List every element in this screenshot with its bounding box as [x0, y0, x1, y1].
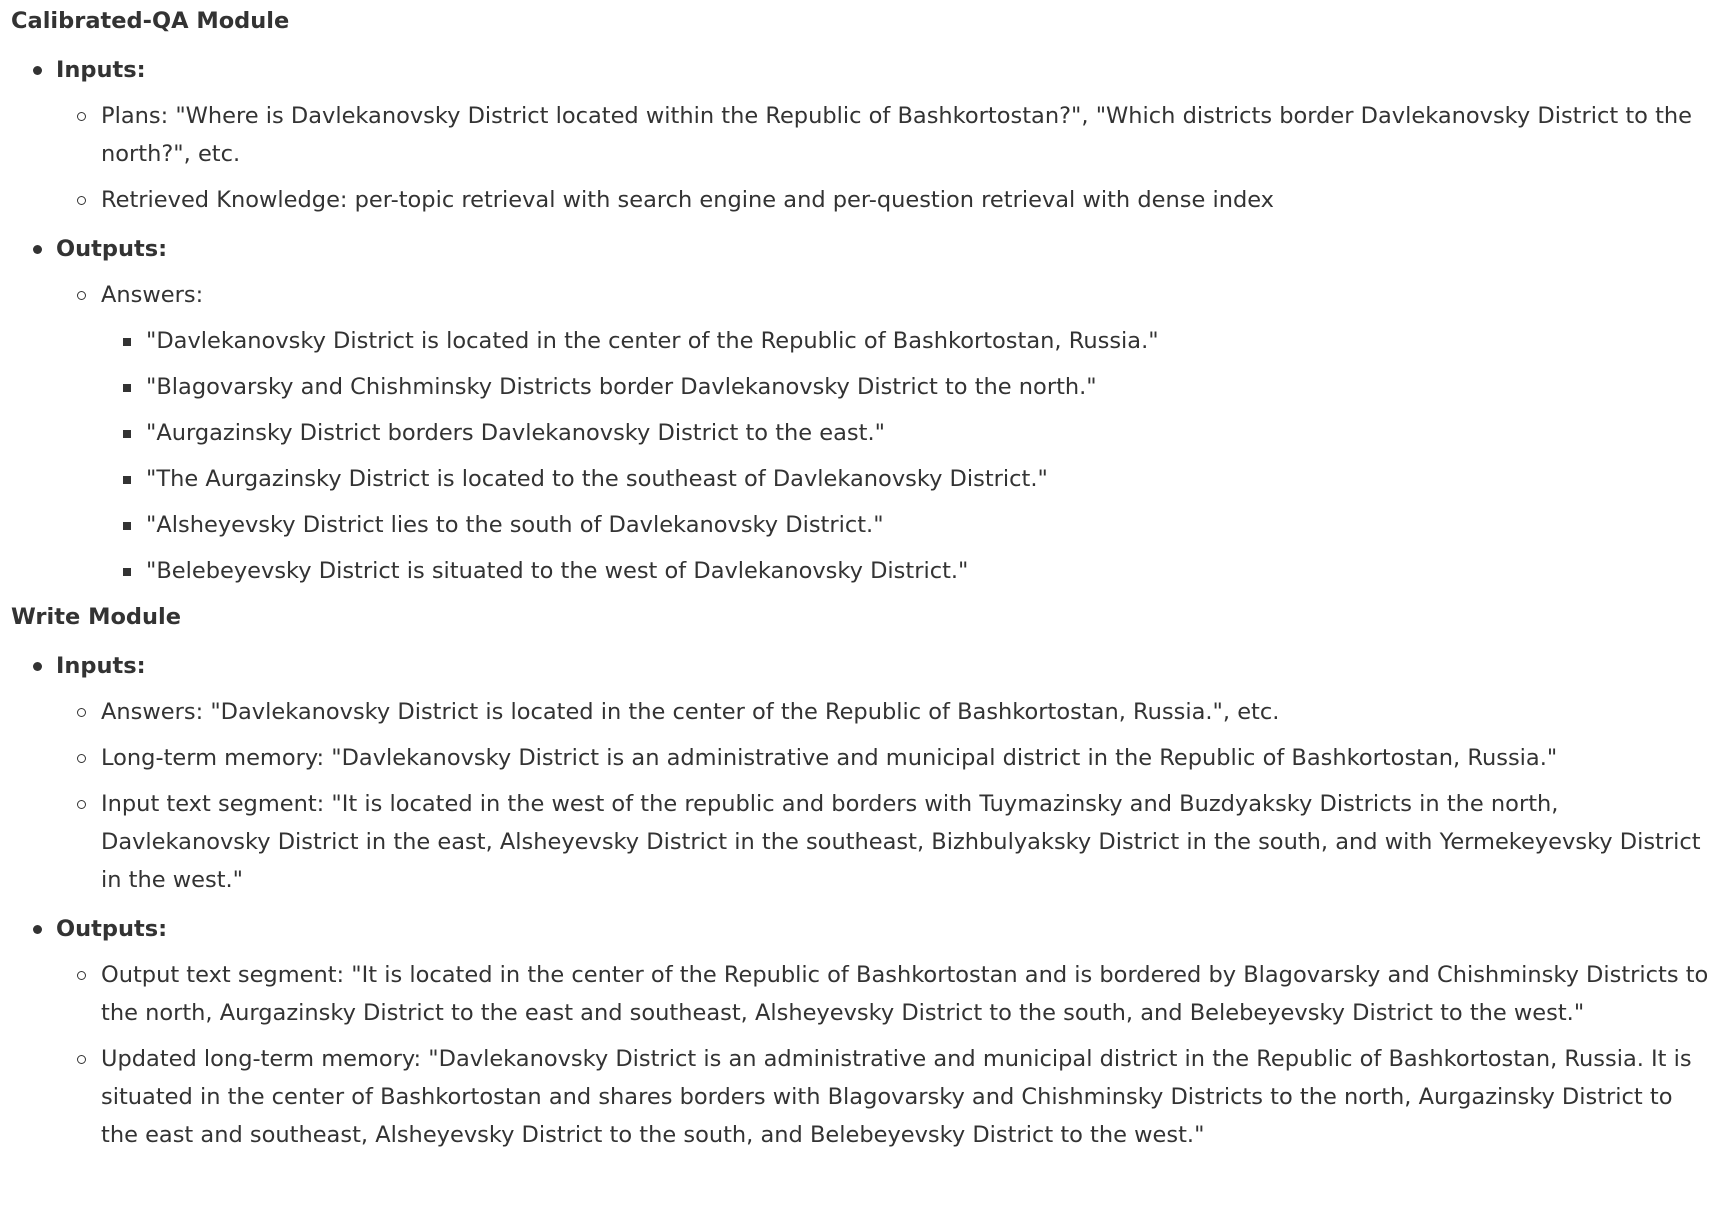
- outputs-label: Outputs:: [56, 916, 168, 942]
- module-title-calibrated-qa: Calibrated-QA Module: [11, 8, 290, 34]
- answer-text: "Davlekanovsky District is located in the center of the Republic of Bashkortostan, Russia.": [146, 328, 1159, 354]
- calibrated-qa-inputs-list: [56, 97, 1711, 219]
- answer-text: "The Aurgazinsky District is located to the southeast of Davlekanovsky District.": [146, 466, 1048, 492]
- calibrated-qa-outputs: [11, 230, 1711, 590]
- answers-label: Answers:: [101, 282, 204, 308]
- module-title-write: Write Module: [11, 604, 182, 630]
- list-item: [56, 956, 1711, 1032]
- list-item: [56, 739, 1711, 777]
- list-item: [56, 181, 1711, 219]
- write-inputs-list: [56, 693, 1711, 899]
- list-item: [101, 552, 1711, 590]
- input-long-term-memory: Long-term memory: "Davlekanovsky District is an administrative and municipal district in the Republic of Bashkortostan, Russia.": [101, 745, 1558, 771]
- answer-text: "Aurgazinsky District borders Davlekanovsky District to the east.": [146, 420, 885, 446]
- output-text-segment: Output text segment: "It is located in the center of the Republic of Bashkortostan and is bordered by Blagovarsky and Chishminsky Districts to the north, Aurgazinsky District to the east and southeast, Alsheyevsky District to the south, and Belebeyevsky District to the west.": [101, 962, 1709, 1026]
- calibrated-qa-outputs-list: [56, 276, 1711, 590]
- list-item: [56, 693, 1711, 731]
- input-plans: Plans: "Where is Davlekanovsky District located within the Republic of Bashkortostan?", "Which districts border Davlekanovsky District to the north?", etc.: [101, 103, 1693, 167]
- list-item: [101, 506, 1711, 544]
- write-inputs: [11, 647, 1711, 899]
- write-module-list: [11, 647, 1711, 1154]
- write-outputs: [11, 910, 1711, 1154]
- outputs-label: Outputs:: [56, 236, 168, 262]
- calibrated-qa-inputs: [11, 51, 1711, 219]
- output-updated-memory: Updated long-term memory: "Davlekanovsky District is an administrative and municipal district in the Republic of Bashkortostan, Russia. It is situated in the center of Bashkortostan and shares borders with Blagovarsky and Chishminsky Districts to the north, Aurgazinsky District to the east and southeast, Alsheyevsky District to the south, and Belebeyevsky District to the west.": [101, 1046, 1692, 1148]
- answers-list: [101, 322, 1711, 590]
- list-item: [101, 322, 1711, 360]
- write-outputs-list: [56, 956, 1711, 1154]
- list-item: [101, 460, 1711, 498]
- list-item: [56, 276, 1711, 590]
- answer-text: "Alsheyevsky District lies to the south of Davlekanovsky District.": [146, 512, 884, 538]
- inputs-label: Inputs:: [56, 653, 146, 679]
- list-item: [56, 1040, 1711, 1154]
- list-item: [101, 368, 1711, 406]
- answer-text: "Blagovarsky and Chishminsky Districts border Davlekanovsky District to the north.": [146, 374, 1097, 400]
- list-item: [101, 414, 1711, 452]
- input-answers: Answers: "Davlekanovsky District is located in the center of the Republic of Bashkortostan, Russia.", etc.: [101, 699, 1280, 725]
- calibrated-qa-list: [11, 51, 1711, 590]
- answer-text: "Belebeyevsky District is situated to the west of Davlekanovsky District.": [146, 558, 969, 584]
- list-item: [56, 785, 1711, 899]
- input-text-segment: Input text segment: "It is located in the west of the republic and borders with Tuymazinsky and Buzdyaksky Districts in the north, Davlekanovsky District in the east, Alsheyevsky District in the southeast, Bizhbulyaksky District in the south, and with Yermekeyevsky District in the west.": [101, 791, 1701, 893]
- input-retrieved-knowledge: Retrieved Knowledge: per-topic retrieval with search engine and per-question retrieval with dense index: [101, 187, 1274, 213]
- list-item: [56, 97, 1711, 173]
- inputs-label: Inputs:: [56, 57, 146, 83]
